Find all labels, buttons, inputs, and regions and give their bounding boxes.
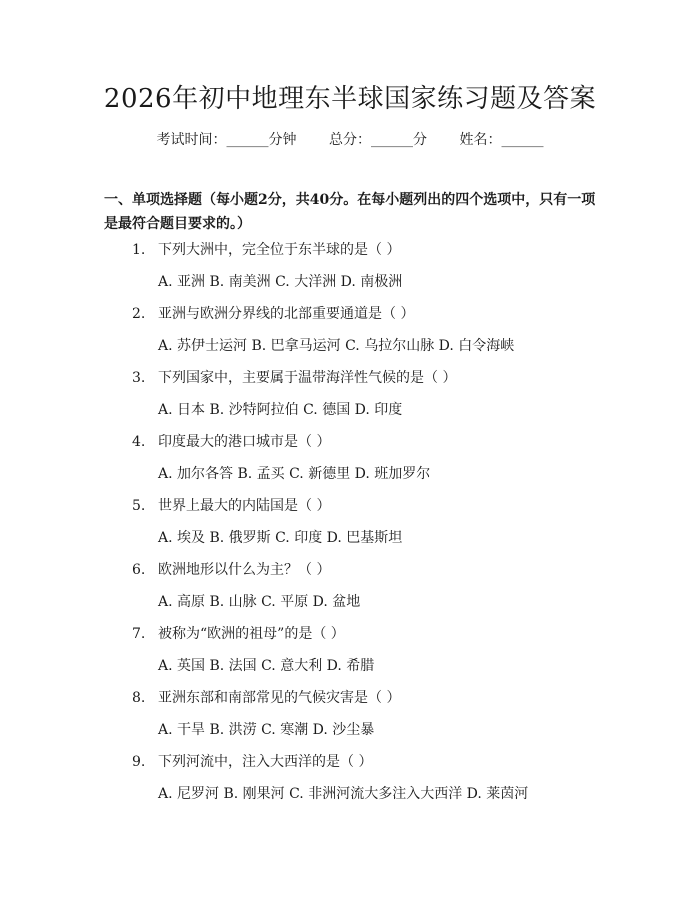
question-number: 9. xyxy=(132,754,146,770)
question-stem: 亚洲与欧洲分界线的北部重要通道是（ ） xyxy=(158,306,415,322)
question-options: A. 尼罗河 B. 刚果河 C. 非洲河流大多注入大西洋 D. 莱茵河 xyxy=(158,786,529,802)
total-score-field: 总分：______分 xyxy=(329,132,427,148)
question-item xyxy=(132,560,632,624)
question-stem: 被称为“欧洲的祖母”的是（ ） xyxy=(158,626,345,642)
question-item xyxy=(132,752,632,816)
question-options: A. 英国 B. 法国 C. 意大利 D. 希腊 xyxy=(158,658,375,674)
question-number: 4. xyxy=(132,434,146,450)
question-options: A. 日本 B. 沙特阿拉伯 C. 德国 D. 印度 xyxy=(158,402,403,418)
question-item xyxy=(132,368,632,432)
question-stem: 印度最大的港口城市是（ ） xyxy=(158,434,331,450)
question-stem: 亚洲东部和南部常见的气候灾害是（ ） xyxy=(158,690,401,706)
question-item xyxy=(132,496,632,560)
question-options: A. 加尔各答 B. 孟买 C. 新德里 D. 班加罗尔 xyxy=(158,466,431,482)
student-name-field: 姓名：______ xyxy=(459,132,544,148)
section-heading: 一、单项选择题（每小题2分，共40分。在每小题列出的四个选项中，只有一项是最符合题目要求的。） xyxy=(104,192,596,232)
question-item xyxy=(132,304,632,368)
question-options: A. 苏伊士运河 B. 巴拿马运河 C. 乌拉尔山脉 D. 白令海峡 xyxy=(158,338,515,354)
question-stem: 世界上最大的内陆国是（ ） xyxy=(158,498,331,514)
question-number: 1. xyxy=(132,242,146,258)
question-item xyxy=(132,432,632,496)
question-stem: 下列大洲中，完全位于东半球的是（ ） xyxy=(158,242,401,258)
exam-time-field: 考试时间：______分钟 xyxy=(156,132,297,148)
question-number: 8. xyxy=(132,690,146,706)
question-number: 2. xyxy=(132,306,146,322)
question-number: 6. xyxy=(132,562,146,578)
question-list xyxy=(132,240,632,816)
exam-meta xyxy=(0,130,700,150)
question-number: 5. xyxy=(132,498,146,514)
question-options: A. 干旱 B. 洪涝 C. 寒潮 D. 沙尘暴 xyxy=(158,722,375,738)
page-title: 2026年初中地理东半球国家练习题及答案 xyxy=(103,84,597,114)
question-stem: 下列河流中，注入大西洋的是（ ） xyxy=(158,754,373,770)
question-number: 7. xyxy=(132,626,146,642)
question-stem: 下列国家中，主要属于温带海洋性气候的是（ ） xyxy=(158,370,457,386)
question-item xyxy=(132,240,632,304)
question-options: A. 埃及 B. 俄罗斯 C. 印度 D. 巴基斯坦 xyxy=(158,530,403,546)
question-options: A. 高原 B. 山脉 C. 平原 D. 盆地 xyxy=(158,594,361,610)
question-item xyxy=(132,624,632,688)
question-stem: 欧洲地形以什么为主？（ ） xyxy=(158,562,331,578)
question-number: 3. xyxy=(132,370,146,386)
question-options: A. 亚洲 B. 南美洲 C. 大洋洲 D. 南极洲 xyxy=(158,274,403,290)
question-item xyxy=(132,688,632,752)
